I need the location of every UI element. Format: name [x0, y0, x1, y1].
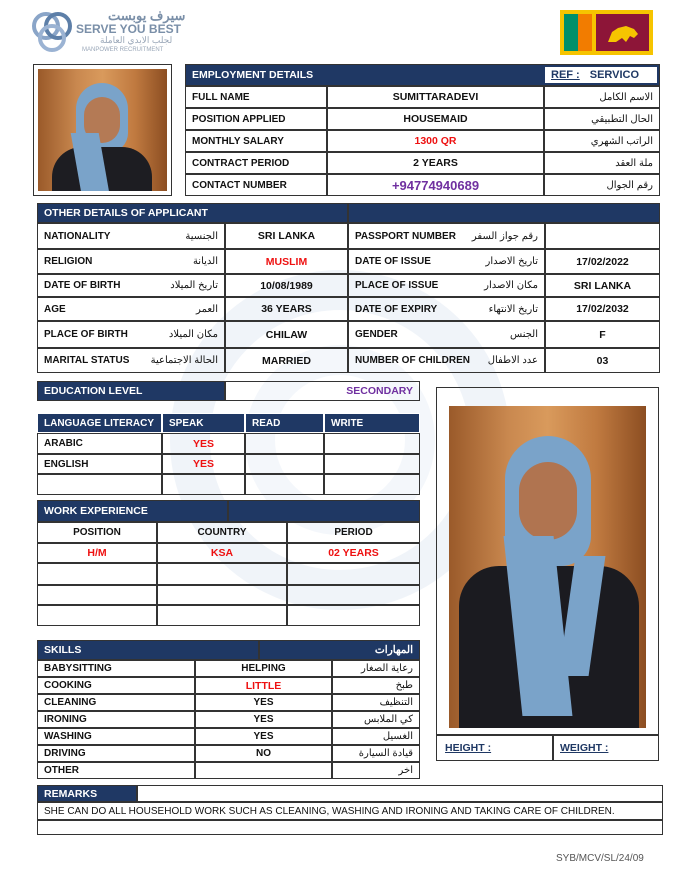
skill-name: IRONING	[44, 714, 87, 725]
skill-value-cell	[195, 728, 332, 745]
applicant-photo-small	[33, 64, 172, 196]
other-left-label: RELIGION	[44, 256, 93, 267]
education-value: SECONDARY	[346, 385, 413, 397]
skill-ar-cell	[332, 745, 420, 762]
skill-name-cell	[37, 762, 195, 779]
employment-row-ar: رقم الجوال	[606, 179, 653, 191]
other-right-label: PLACE OF ISSUE	[355, 280, 439, 291]
employment-row-value-cell	[327, 86, 544, 108]
other-right-label: DATE OF EXPIRY	[355, 303, 438, 315]
other-left-label: AGE	[44, 303, 66, 315]
work-table	[37, 500, 420, 626]
employment-row-label: CONTRACT PERIOD	[192, 157, 290, 169]
skill-value: HELPING	[241, 663, 286, 674]
employment-row-label-cell	[185, 130, 327, 152]
other-right-value-cell	[545, 321, 660, 348]
education-label-text: EDUCATION LEVEL	[44, 385, 143, 397]
language-col-header-text: SPEAK	[169, 417, 204, 429]
skill-name-cell	[37, 728, 195, 745]
other-left-value-cell	[225, 321, 348, 348]
skill-value-cell	[195, 711, 332, 728]
employment-row-value: +94774940689	[391, 177, 480, 193]
work-cell-position	[37, 585, 157, 605]
logo-rings-icon	[30, 8, 74, 56]
work-col-header	[37, 522, 157, 543]
other-details-header-right	[348, 203, 660, 223]
work-col-header-text: POSITION	[73, 527, 121, 538]
skill-ar: كي الملابس	[364, 714, 413, 725]
work-col-header-text: PERIOD	[334, 527, 373, 538]
skill-value-cell	[195, 745, 332, 762]
other-left-value-cell	[225, 274, 348, 297]
other-left-value: 36 YEARS	[261, 303, 312, 315]
other-right-label: DATE OF ISSUE	[355, 256, 431, 267]
company-logo	[30, 8, 210, 56]
other-right-value: F	[599, 328, 606, 341]
other-right-value-cell	[545, 223, 660, 249]
skills-header-ar-text: المهارات	[374, 644, 413, 656]
language-col-header-text: WRITE	[331, 417, 364, 429]
employment-row-ar: الراتب الشهري	[590, 135, 653, 147]
other-left-label-cell	[37, 274, 225, 297]
ref-box	[544, 66, 658, 84]
employment-row-label: FULL NAME	[192, 91, 250, 103]
weight-label: WEIGHT :	[560, 742, 609, 754]
employment-row-value-cell	[327, 130, 544, 152]
other-left-label: MARITAL STATUS	[44, 355, 130, 366]
employment-row-label-cell	[185, 86, 327, 108]
work-cell-period	[287, 605, 420, 626]
language-cell-lang	[37, 474, 162, 495]
skill-ar: رعاية الصغار	[361, 663, 413, 674]
education-value-cell	[225, 381, 420, 401]
employment-row-ar-cell	[544, 130, 660, 152]
skills-table	[37, 640, 420, 781]
other-left-value-cell	[225, 297, 348, 321]
work-header-right	[228, 500, 420, 522]
other-right-label: GENDER	[355, 329, 398, 340]
work-cell-country	[157, 585, 287, 605]
employment-row-value: HOUSEMAID	[403, 113, 468, 125]
skill-ar: اخر	[398, 765, 413, 776]
skill-value-cell	[195, 762, 332, 779]
skill-ar-cell	[332, 762, 420, 779]
language-cell-speak	[162, 433, 245, 454]
employment-row-ar-cell	[544, 108, 660, 130]
skill-name: CLEANING	[44, 697, 97, 708]
language-cell-read	[245, 474, 324, 495]
other-details-header-text: OTHER DETAILS OF APPLICANT	[44, 207, 208, 219]
work-col-header	[157, 522, 287, 543]
employment-row-ar-cell	[544, 152, 660, 174]
language-speak: YES	[192, 458, 214, 470]
skill-ar-cell	[332, 677, 420, 694]
other-left-ar: مكان الميلاد	[168, 329, 218, 340]
work-cell-period	[287, 585, 420, 605]
skills-header-text: SKILLS	[44, 644, 82, 656]
work-cell-position	[37, 543, 157, 563]
language-col-header	[245, 413, 324, 433]
employment-row-value-cell	[327, 108, 544, 130]
work-cell-country	[157, 605, 287, 626]
language-col-header	[324, 413, 420, 433]
language-cell-read	[245, 433, 324, 454]
employment-row-value: 1300 QR	[414, 135, 457, 147]
other-right-label-cell	[348, 223, 545, 249]
other-right-label: PASSPORT NUMBER	[355, 230, 456, 242]
language-cell-lang	[37, 454, 162, 474]
remarks-blank	[37, 820, 663, 835]
other-left-label-cell	[37, 348, 225, 373]
work-cell-position	[37, 563, 157, 585]
remarks-body	[37, 802, 663, 820]
other-left-ar: الحالة الاجتماعية	[150, 355, 218, 366]
employment-row-ar-cell	[544, 174, 660, 196]
skill-ar-cell	[332, 711, 420, 728]
logo-sub: MANPOWER RECRUITMENT	[82, 47, 164, 53]
other-right-ar: مكان الاصدار	[484, 280, 538, 291]
skill-name: COOKING	[44, 680, 92, 691]
skill-name-cell	[37, 745, 195, 762]
language-col-header	[162, 413, 245, 433]
employment-row-label: MONTHLY SALARY	[192, 135, 284, 147]
work-country: KSA	[210, 547, 234, 559]
work-position: H/M	[87, 547, 107, 559]
skill-ar-cell	[332, 728, 420, 745]
other-right-label-cell	[348, 348, 545, 373]
height-label: HEIGHT :	[445, 742, 492, 754]
skill-value: YES	[253, 697, 274, 708]
employment-header-text: EMPLOYMENT DETAILS	[192, 69, 314, 81]
other-left-label-cell	[37, 321, 225, 348]
skill-value: YES	[253, 714, 274, 725]
language-col-header-text: READ	[252, 417, 281, 429]
skill-ar: قيادة السيارة	[358, 748, 413, 759]
other-right-label-cell	[348, 297, 545, 321]
applicant-photo-large	[436, 387, 659, 735]
other-right-ar: تاريخ الانتهاء	[488, 303, 538, 315]
other-right-value-cell	[545, 274, 660, 297]
logo-arabic: سيرف يوبست	[108, 8, 186, 23]
language-cell-write	[324, 433, 420, 454]
education-label	[37, 381, 225, 401]
employment-row-label-cell	[185, 174, 327, 196]
other-right-ar: تاريخ الاصدار	[485, 256, 538, 267]
employment-row-ar: ملة العقد	[615, 157, 653, 169]
lion-icon	[604, 20, 642, 46]
other-right-ar: عدد الاطفال	[487, 355, 538, 366]
work-cell-period	[287, 543, 420, 563]
skills-header-ar	[259, 640, 420, 660]
skill-name-cell	[37, 660, 195, 677]
other-left-label: PLACE OF BIRTH	[44, 329, 128, 340]
employment-row-value-cell	[327, 152, 544, 174]
other-left-label: NATIONALITY	[44, 230, 111, 242]
language-cell-read	[245, 454, 324, 474]
other-right-value: SRI LANKA	[573, 279, 632, 292]
work-header-text: WORK EXPERIENCE	[44, 505, 148, 517]
language-cell-lang	[37, 433, 162, 454]
skill-value: LITTLE	[245, 679, 282, 692]
other-left-value-cell	[225, 249, 348, 274]
skill-ar-cell	[332, 694, 420, 711]
other-left-label: DATE OF BIRTH	[44, 280, 121, 291]
other-left-ar: تاريخ الميلاد	[170, 280, 218, 291]
employment-row-label-cell	[185, 108, 327, 130]
language-table	[37, 413, 420, 496]
skill-value: YES	[253, 731, 274, 742]
skill-value-cell	[195, 694, 332, 711]
other-left-ar: الديانة	[192, 256, 218, 267]
employment-row-value-cell	[327, 174, 544, 196]
other-left-value: 10/08/1989	[260, 279, 313, 292]
employment-row-ar: الاسم الكامل	[599, 91, 653, 103]
work-header	[37, 500, 228, 522]
work-cell-position	[37, 605, 157, 626]
logo-english: SERVE YOU BEST	[76, 22, 181, 36]
logo-arabic-sub: لجلب الايدي العاملة	[100, 35, 173, 45]
footer-code: SYB/MCV/SL/24/09	[556, 853, 644, 864]
weight-cell	[553, 735, 659, 761]
other-right-ar: الجنس	[509, 329, 538, 340]
language-speak: YES	[192, 437, 214, 450]
other-details-header	[37, 203, 348, 223]
employment-row-label: CONTACT NUMBER	[192, 179, 287, 191]
employment-row-value: SUMITTARADEVI	[392, 91, 479, 103]
skill-value-cell	[195, 660, 332, 677]
language-lang: ARABIC	[44, 438, 83, 449]
remarks-text: SHE CAN DO ALL HOUSEHOLD WORK SUCH AS CLEANING, WASHING AND IRONING AND TAKING CARE OF CHILDREN.	[44, 805, 615, 817]
skill-value: NO	[256, 748, 271, 759]
skill-name-cell	[37, 694, 195, 711]
sri-lanka-flag	[560, 10, 653, 55]
employment-row-label-cell	[185, 152, 327, 174]
height-cell	[436, 735, 553, 761]
work-col-header	[287, 522, 420, 543]
skill-ar-cell	[332, 660, 420, 677]
work-cell-country	[157, 543, 287, 563]
skill-ar: طبخ	[395, 680, 413, 691]
skill-name-cell	[37, 711, 195, 728]
other-left-value-cell	[225, 348, 348, 373]
other-right-ar: رقم جواز السفر	[471, 230, 538, 242]
language-col-header	[37, 413, 162, 433]
other-right-value: 17/02/2022	[576, 255, 629, 268]
other-left-value-cell	[225, 223, 348, 249]
skill-value-cell	[195, 677, 332, 694]
ref-value: SERVICO	[589, 69, 640, 81]
employment-row-label: POSITION APPLIED	[192, 113, 286, 125]
employment-row-ar-cell	[544, 86, 660, 108]
language-cell-write	[324, 454, 420, 474]
skill-ar: الغسيل	[382, 731, 413, 742]
other-left-label-cell	[37, 223, 225, 249]
skill-ar: التنظيف	[379, 697, 413, 708]
other-left-ar: العمر	[196, 303, 218, 315]
other-left-value: CHILAW	[265, 328, 308, 341]
language-cell-speak	[162, 454, 245, 474]
work-period: 02 YEARS	[328, 547, 379, 559]
skill-name: DRIVING	[44, 748, 86, 759]
language-cell-speak	[162, 474, 245, 495]
other-left-label-cell	[37, 249, 225, 274]
other-right-value: 03	[596, 354, 609, 367]
language-cell-write	[324, 474, 420, 495]
employment-row-value: 2 YEARS	[413, 157, 458, 169]
other-right-label: NUMBER OF CHILDREN	[355, 355, 470, 366]
other-left-value: MARRIED	[262, 354, 311, 367]
other-left-label-cell	[37, 297, 225, 321]
work-cell-period	[287, 563, 420, 585]
other-right-label-cell	[348, 249, 545, 274]
other-left-ar: الجنسية	[185, 230, 218, 242]
skills-header	[37, 640, 259, 660]
other-right-value-cell	[545, 249, 660, 274]
work-cell-country	[157, 563, 287, 585]
remarks-header-right	[137, 785, 663, 802]
remarks-header	[37, 785, 137, 802]
skill-name: WASHING	[44, 731, 92, 742]
other-left-value: SRI LANKA	[257, 230, 316, 242]
employment-row-ar: الحال التطبيقي	[591, 113, 653, 125]
other-right-label-cell	[348, 274, 545, 297]
other-right-label-cell	[348, 321, 545, 348]
skill-name: OTHER	[44, 765, 79, 776]
other-right-value: 17/02/2032	[576, 303, 629, 315]
other-left-value: MUSLIM	[265, 255, 308, 268]
remarks-label: REMARKS	[44, 787, 98, 800]
skill-name: BABYSITTING	[44, 663, 112, 674]
language-col-header-text: LANGUAGE LITERACY	[44, 417, 154, 429]
language-lang: ENGLISH	[44, 458, 89, 470]
other-right-value-cell	[545, 348, 660, 373]
ref-label: REF :	[551, 69, 580, 81]
other-right-value-cell	[545, 297, 660, 321]
work-col-header-text: COUNTRY	[197, 527, 247, 538]
skill-name-cell	[37, 677, 195, 694]
